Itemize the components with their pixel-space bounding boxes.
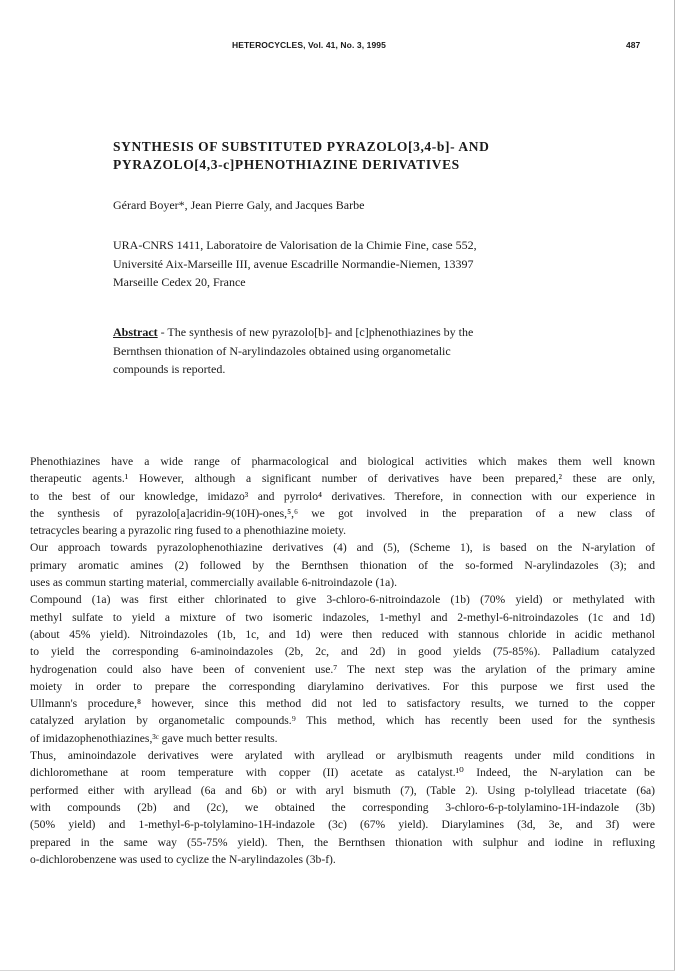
body-line: to the best of our knowledge, imidazo³ and pyrrolo⁴ derivatives. Therefore, in connection with our experience in <box>30 489 655 503</box>
body-line: primary aromatic amines (2) followed by the Bernthsen thionation of the so-formed N-arylindazoles (3); and <box>30 558 655 572</box>
body-line: with compounds (2b) and (2c), we obtained the corresponding 3-chloro-6-p-tolylamino-1H-indazole (3b) <box>30 800 655 814</box>
abstract <box>113 323 545 379</box>
body-line: of imidazophenothiazines,³ᶜ gave much better results. <box>30 731 278 745</box>
title-line: PYRAZOLO[4,3-c]PHENOTHIAZINE DERIVATIVES <box>113 157 460 172</box>
body-text <box>30 453 655 868</box>
abstract-line <box>113 323 545 342</box>
body-line: Thus, aminoindazole derivatives were arylated with aryllead or arylbismuth reagents under mild conditions in <box>30 749 655 763</box>
body-line: dichloromethane at room temperature with copper (II) acetate as catalyst.¹⁰ Indeed, the N-arylation can be <box>30 766 655 780</box>
title-line: SYNTHESIS OF SUBSTITUTED PYRAZOLO[3,4-b]- AND <box>113 139 490 154</box>
affiliation-line: Marseille Cedex 20, France <box>113 275 246 289</box>
body-line: (50% yield) and 1-methyl-6-p-tolylamino-1H-indazole (3c) (67% yield). Diarylamines (3d, 3e, and 3f) were <box>30 818 655 832</box>
body-line: (about 45% yield). Nitroindazoles (1b, 1c, and 1d) were then reduced with stannous chloride in acidic methanol <box>30 627 655 641</box>
affiliation-line: URA-CNRS 1411, Laboratoire de Valorisation de la Chimie Fine, case 552, <box>113 238 477 252</box>
body-line: methyl sulfate to yield a mixture of two isomeric indazoles, 1-methyl and 2-methyl-6-nitroindazoles (1c and 1d) <box>30 610 655 624</box>
body-line: hydrogenation could also have been of convenient use.⁷ The next step was the arylation of the primary amine <box>30 662 655 676</box>
body-line: o-dichlorobenzene was used to cyclize the N-arylindazoles (3b-f). <box>30 852 336 866</box>
body-line: uses as commun starting material, commercially available 6-nitroindazole (1a). <box>30 576 398 590</box>
author-list: Gérard Boyer*, Jean Pierre Galy, and Jacques Barbe <box>113 198 365 212</box>
body-line: catalyzed arylation by organometalic compounds.⁹ This method, which has recently been used for the synthesis <box>30 714 655 728</box>
affiliation <box>113 236 477 292</box>
body-line: therapeutic agents.¹ However, although a significant number of derivatives have been prepared,² these are only, <box>30 472 655 486</box>
affiliation-line: Université Aix-Marseille III, avenue Escadrille Normandie-Niemen, 13397 <box>113 256 474 271</box>
body-line: to yield the corresponding 6-aminoindazoles (2b, 2c, and 2d) in good yields (75-85%). Palladium catalyzed <box>30 645 655 659</box>
body-line: Our approach towards pyrazolophenothiazine derivatives (4) and (5), (Scheme 1), is based on the N-arylation of <box>30 541 655 555</box>
body-line: Compound (1a) was first either chlorinated to give 3-chloro-6-nitroindazole (1b) (70% yield) or methylated with <box>30 593 655 607</box>
body-line: prepared in the same way (55-75% yield). Then, the Bernthsen thionation with sulphur and iodine in refluxing <box>30 835 655 849</box>
abstract-line: compounds is reported. <box>113 362 226 376</box>
body-line: moiety in order to prepare the corresponding diarylamino derivatives. For this purpose we first used the <box>30 679 655 693</box>
article-title <box>113 138 613 174</box>
abstract-line: Bernthsen thionation of N-arylindazoles obtained using organometalic <box>113 343 451 358</box>
running-header: HETEROCYCLES, Vol. 41, No. 3, 1995 <box>232 40 386 50</box>
body-line: performed either with aryllead (6a and 6b) or with aryl bismuth (7), (Table 2). Using p-tolyllead triacetate (6a) <box>30 783 655 797</box>
body-line: Phenothiazines have a wide range of pharmacological and biological activities which makes them well known <box>30 455 655 468</box>
body-line: Ullmann's procedure,⁸ however, since this method did not led to satisfactory results, we turned to the copper <box>30 697 655 711</box>
abstract-text: - The synthesis of new pyrazolo[b]- and [c]phenothiazines by the <box>157 325 474 339</box>
abstract-label: Abstract <box>113 325 158 339</box>
body-line: tetracycles bearing a pyrazolic ring fused to a phenothiazine moiety. <box>30 524 347 538</box>
page-number: 487 <box>626 40 641 50</box>
body-line: the synthesis of pyrazolo[a]acridin-9(10H)-ones,⁵,⁶ we got involved in the preparation of a new class of <box>30 506 655 520</box>
